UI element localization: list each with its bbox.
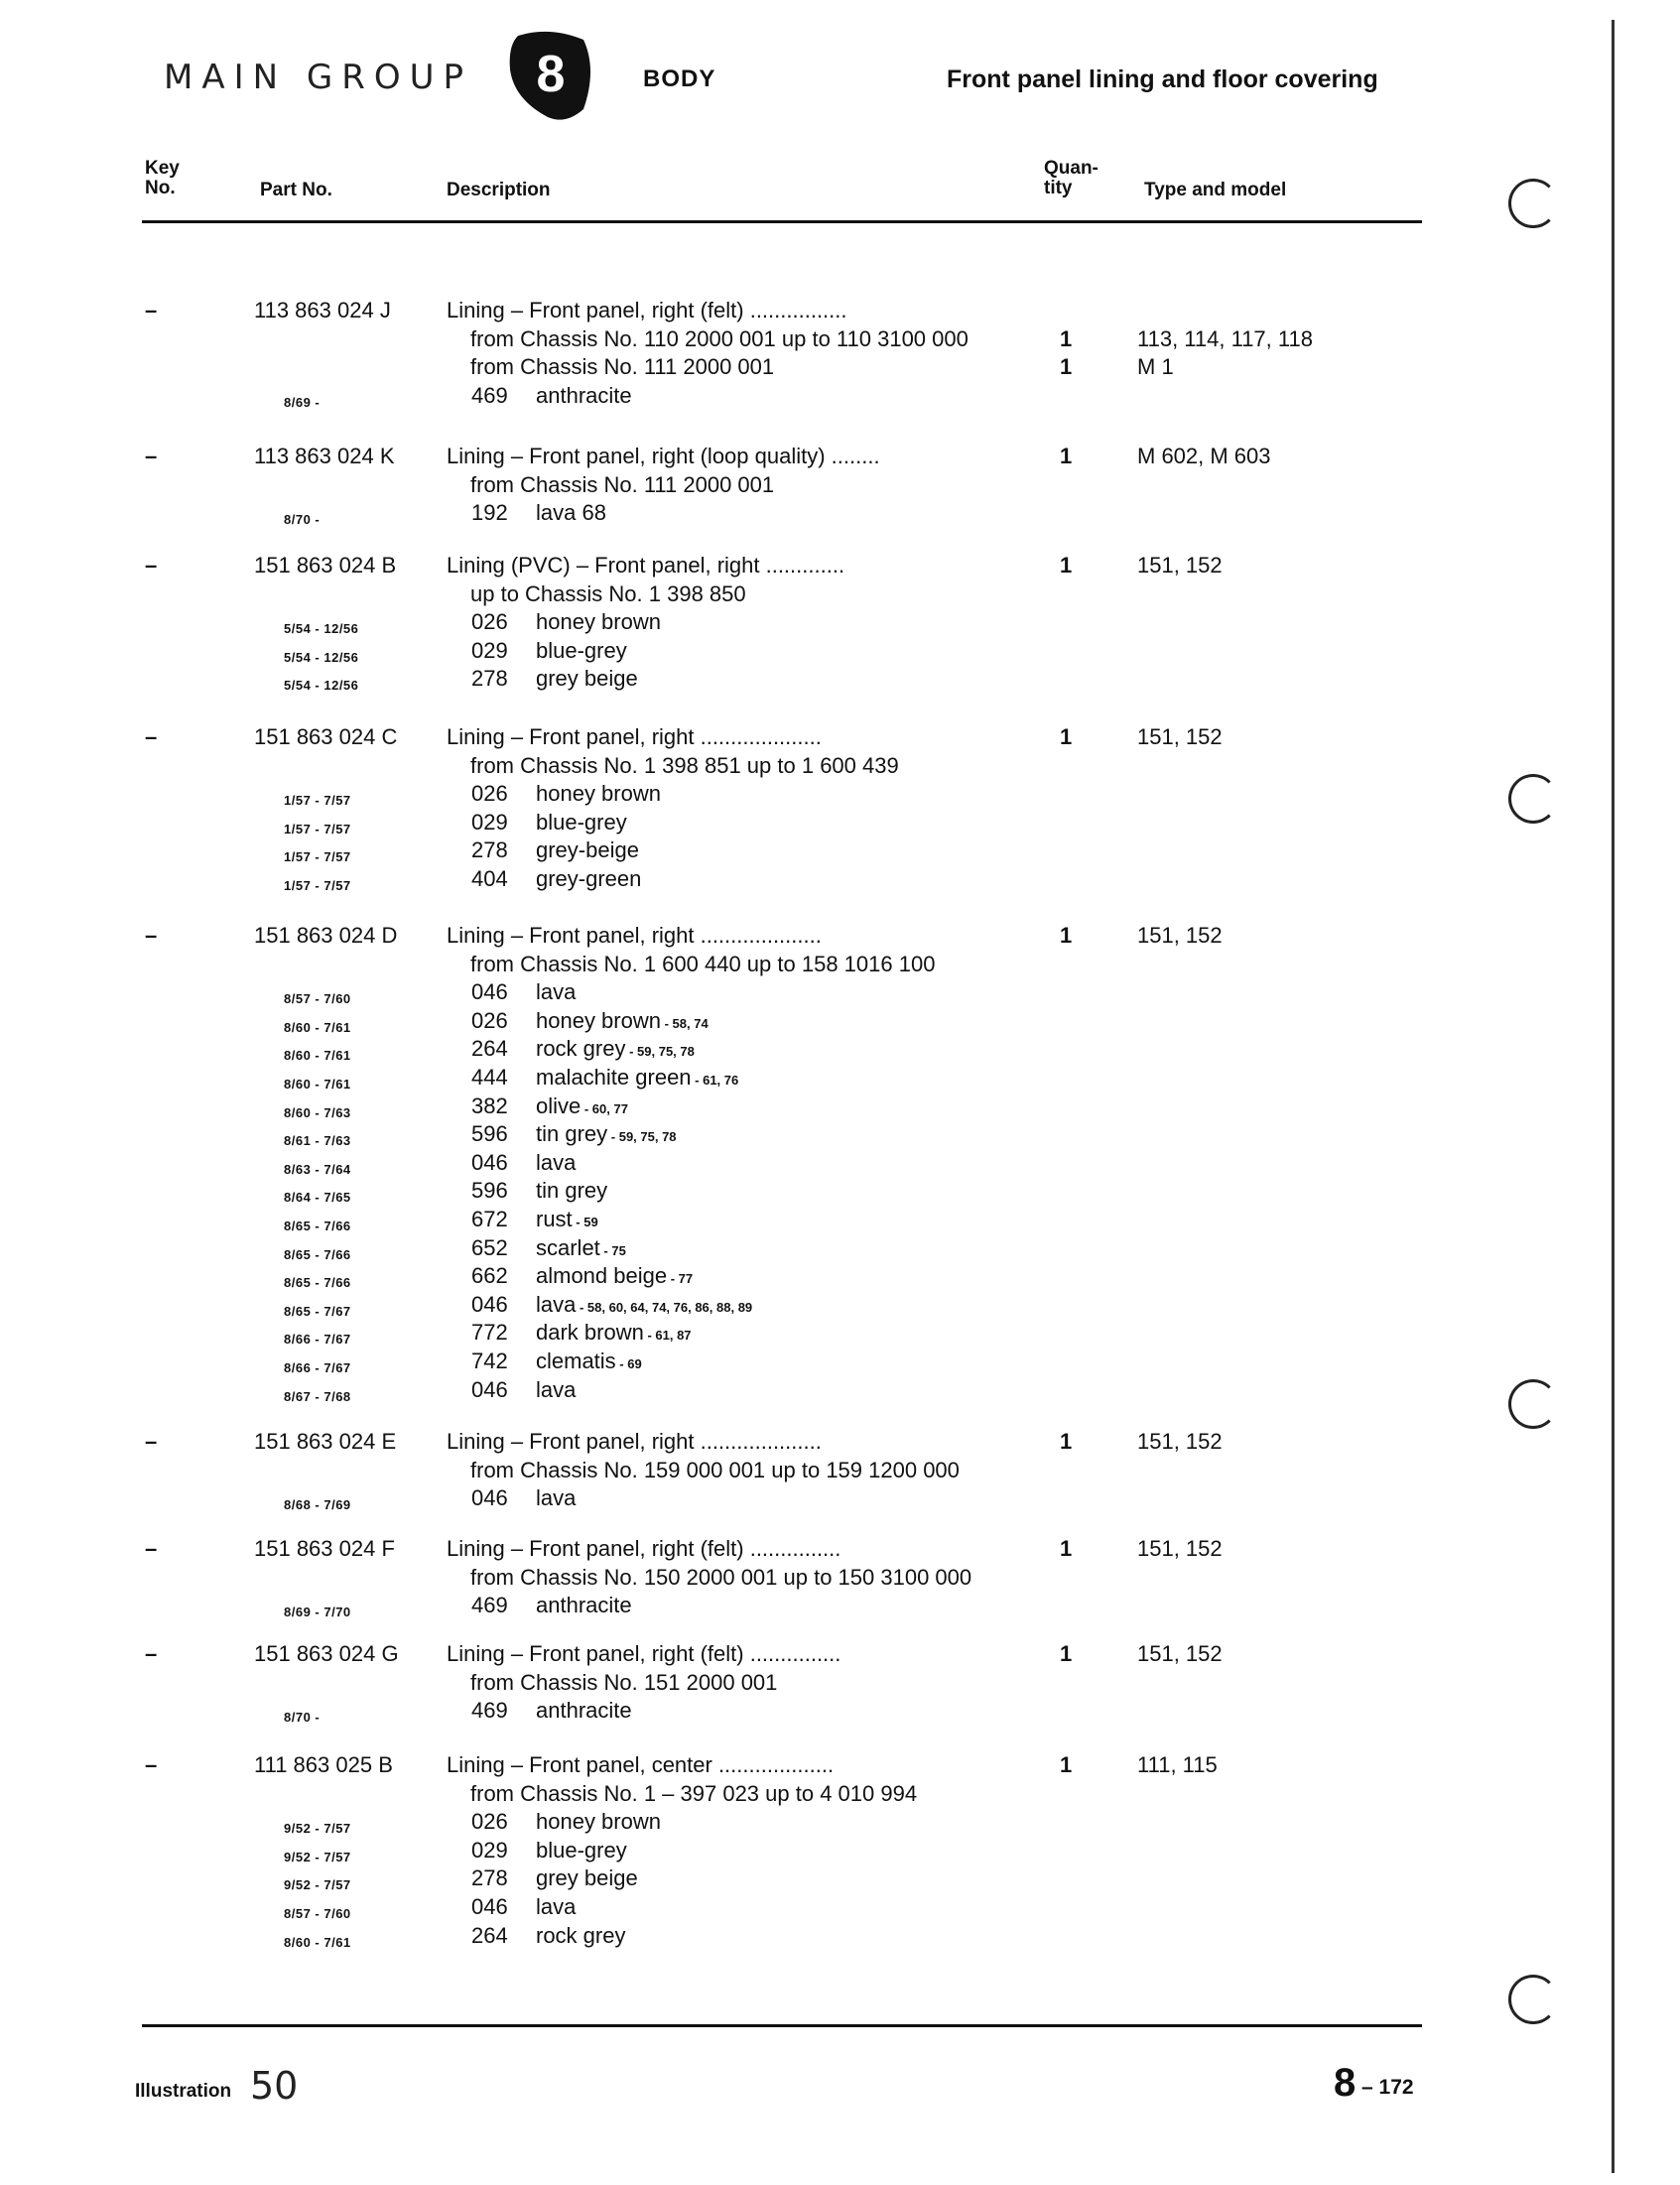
group-number-badge (506, 30, 593, 123)
chassis-range: from Chassis No. 150 2000 001 up to 150 3100 000 (470, 1564, 972, 1590)
part-description: Lining – Front panel, right (felt) ............... (447, 1641, 841, 1666)
part-description: Lining (PVC) – Front panel, right ............. (447, 553, 845, 578)
color-name (536, 607, 661, 636)
color-date-range: 8/63 - 7/64 (284, 1161, 351, 1177)
color-model-refs: - 58, 74 (660, 1015, 709, 1031)
color-date-range: 8/69 - 7/70 (284, 1605, 351, 1620)
color-date-range: 8/70 - (284, 512, 321, 528)
color-date-range: 1/57 - 7/57 (284, 878, 351, 893)
color-name-text: blue-grey (536, 809, 627, 835)
color-name (536, 1290, 752, 1322)
part-description: Lining – Front panel, right (felt) ............... (447, 1536, 841, 1561)
color-name (536, 835, 639, 864)
part-type-model: 151, 152 (1137, 553, 1223, 578)
footer-rule (142, 2024, 1422, 2027)
chassis-range: from Chassis No. 111 2000 001 (470, 354, 775, 380)
page-subtitle: Front panel lining and floor covering (947, 65, 1378, 93)
part-type-model: M 602, M 603 (1137, 444, 1271, 468)
color-name-text: anthracite (536, 1698, 632, 1724)
color-name-text: honey brown (536, 609, 661, 635)
color-name (536, 808, 627, 836)
binder-edge (1612, 20, 1615, 2173)
part-type-model: 151, 152 (1137, 724, 1223, 749)
key-number: – (145, 1429, 158, 1454)
color-name (536, 1864, 638, 1892)
part-number: 151 863 024 E (254, 1429, 397, 1454)
part-quantity: 1 (1060, 444, 1073, 468)
color-date-range: 8/61 - 7/63 (284, 1133, 351, 1149)
main-group-label: MAIN GROUP (164, 58, 472, 97)
color-name (536, 1591, 632, 1619)
color-name (536, 1921, 625, 1950)
color-code: 672 (471, 1207, 508, 1231)
color-date-range: 8/57 - 7/60 (284, 991, 351, 1007)
part-type-model: 151, 152 (1137, 1641, 1223, 1666)
color-name (536, 864, 641, 893)
color-code: 469 (471, 382, 508, 408)
color-code: 026 (471, 609, 508, 635)
key-number: – (145, 1641, 158, 1666)
color-code: 026 (471, 1809, 508, 1835)
color-name-text: lava (536, 1376, 577, 1402)
color-date-range: 8/70 - (284, 1710, 321, 1726)
color-name (536, 1807, 661, 1836)
color-code: 469 (471, 1698, 508, 1724)
chassis-type-model: 113, 114, 117, 118 (1137, 325, 1313, 351)
key-number: – (145, 298, 158, 322)
color-date-range: 9/52 - 7/57 (284, 1849, 351, 1864)
part-quantity: 1 (1060, 724, 1073, 749)
part-description: Lining – Front panel, right .................... (447, 923, 822, 948)
color-date-range: 1/57 - 7/57 (284, 793, 351, 809)
color-model-refs: - 61, 87 (643, 1328, 692, 1344)
color-code: 662 (471, 1263, 508, 1289)
color-name (536, 1148, 576, 1177)
color-model-refs: - 61, 76 (691, 1073, 739, 1088)
color-name (536, 1034, 695, 1066)
color-code: 596 (471, 1178, 508, 1204)
color-code: 596 (471, 1121, 508, 1147)
color-date-range: 8/65 - 7/66 (284, 1275, 351, 1291)
chassis-type-model: M 1 (1137, 354, 1174, 380)
chassis-quantity: 1 (1060, 354, 1073, 380)
key-number: – (145, 923, 158, 948)
part-type-model: 151, 152 (1137, 923, 1223, 948)
color-date-range: 8/65 - 7/67 (284, 1303, 351, 1319)
color-code: 046 (471, 1149, 508, 1175)
color-name-text: blue-grey (536, 1837, 627, 1863)
color-name (536, 1092, 628, 1123)
part-number: 151 863 024 G (254, 1641, 399, 1666)
header-rule (142, 220, 1422, 223)
color-name-text: grey beige (536, 666, 638, 692)
part-type-model: 151, 152 (1137, 1536, 1223, 1561)
color-name (536, 1261, 693, 1293)
part-description: Lining – Front panel, center ................... (447, 1752, 835, 1777)
group-number: 8 (536, 46, 566, 103)
color-name-text: olive (536, 1092, 582, 1118)
color-name (536, 664, 638, 693)
chassis-range: from Chassis No. 159 000 001 up to 159 1200 000 (470, 1457, 960, 1482)
part-number: 151 863 024 C (254, 724, 398, 749)
color-date-range: 5/54 - 12/56 (284, 621, 359, 637)
punch-hole-upper (1508, 774, 1558, 824)
color-date-range: 8/69 - (284, 394, 321, 410)
color-date-range: 8/67 - 7/68 (284, 1388, 351, 1404)
color-name (536, 1233, 626, 1265)
part-number: 111 863 025 B (254, 1752, 393, 1777)
color-code: 026 (471, 781, 508, 807)
part-quantity: 1 (1060, 1752, 1073, 1777)
color-date-range: 1/57 - 7/57 (284, 849, 351, 865)
part-number: 151 863 024 B (254, 553, 397, 578)
color-name-text: lava 68 (536, 500, 606, 526)
color-code: 444 (471, 1065, 508, 1090)
color-name-text: grey-beige (536, 837, 639, 863)
color-name-text: tin grey (536, 1178, 608, 1204)
color-name-text: scarlet (536, 1234, 600, 1260)
page-number-main: 8 (1334, 2061, 1357, 2105)
color-date-range: 1/57 - 7/57 (284, 821, 351, 836)
color-name-text: lava (536, 1149, 577, 1175)
chassis-range: from Chassis No. 1 – 397 023 up to 4 010 994 (470, 1780, 918, 1806)
color-code: 278 (471, 837, 508, 863)
chassis-range: from Chassis No. 111 2000 001 (470, 471, 775, 497)
key-number: – (145, 724, 158, 749)
part-quantity: 1 (1060, 1641, 1073, 1666)
key-number: – (145, 444, 158, 468)
chassis-range: from Chassis No. 151 2000 001 (470, 1669, 778, 1695)
color-code: 029 (471, 637, 508, 663)
color-date-range: 8/60 - 7/61 (284, 1934, 351, 1950)
color-name-text: malachite green (536, 1065, 692, 1090)
color-name-text: honey brown (536, 1007, 661, 1033)
col-quantity: Quan- tity (1044, 158, 1098, 198)
color-code: 046 (471, 1485, 508, 1511)
color-model-refs: - 59 (572, 1215, 598, 1229)
color-date-range: 8/60 - 7/61 (284, 1048, 351, 1064)
color-name (536, 381, 632, 410)
color-name-text: honey brown (536, 1809, 661, 1835)
part-description: Lining – Front panel, right .................... (447, 724, 822, 749)
color-code: 469 (471, 1593, 508, 1618)
col-description: Description (447, 180, 551, 200)
color-model-refs: - 59, 75, 78 (607, 1129, 677, 1145)
color-model-refs: - 58, 60, 64, 74, 76, 86, 88, 89 (576, 1299, 753, 1315)
part-quantity: 1 (1060, 1429, 1073, 1454)
color-name-text: honey brown (536, 781, 661, 807)
group-badge-shape (506, 30, 593, 123)
page-number-sub: – 172 (1361, 2076, 1414, 2099)
color-name (536, 977, 576, 1006)
part-type-model: 111, 115 (1137, 1752, 1218, 1777)
color-name (536, 1063, 738, 1094)
color-name (536, 1119, 677, 1151)
color-model-refs: - 77 (667, 1271, 694, 1287)
color-name-text: lava (536, 1485, 577, 1511)
key-number: – (145, 1752, 158, 1777)
color-name (536, 1696, 632, 1725)
color-date-range: 8/57 - 7/60 (284, 1906, 351, 1921)
color-name-text: almond beige (536, 1263, 668, 1289)
section-title: BODY (643, 65, 716, 92)
color-name-text: lava (536, 1291, 577, 1317)
color-date-range: 9/52 - 7/57 (284, 1821, 351, 1837)
color-date-range: 8/66 - 7/67 (284, 1332, 351, 1348)
key-number: – (145, 553, 158, 578)
color-code: 046 (471, 979, 508, 1005)
color-date-range: 8/68 - 7/69 (284, 1497, 351, 1513)
color-name (536, 1375, 576, 1404)
color-name-text: anthracite (536, 1593, 632, 1618)
color-name (536, 1836, 627, 1864)
part-description: Lining – Front panel, right .................... (447, 1429, 822, 1454)
part-number: 151 863 024 D (254, 923, 398, 948)
color-name (536, 1205, 598, 1236)
color-name (536, 1176, 607, 1205)
color-code: 404 (471, 866, 508, 891)
color-name-text: clematis (536, 1349, 616, 1373)
punch-hole-lower (1508, 1379, 1558, 1429)
color-name (536, 1318, 692, 1350)
color-date-range: 8/65 - 7/66 (284, 1219, 351, 1233)
color-code: 382 (471, 1092, 508, 1118)
color-date-range: 9/52 - 7/57 (284, 1877, 351, 1893)
part-number: 151 863 024 F (254, 1536, 395, 1561)
part-quantity: 1 (1060, 923, 1073, 948)
color-name-text: grey-green (536, 866, 642, 891)
color-name-text: blue-grey (536, 637, 627, 663)
illustration-label: Illustration (135, 2081, 232, 2102)
color-model-refs: - 59, 75, 78 (625, 1044, 695, 1060)
color-name-text: dark brown (536, 1320, 644, 1346)
key-number: – (145, 1536, 158, 1561)
color-name-text: rock grey (536, 1922, 626, 1948)
punch-hole-top (1508, 179, 1558, 228)
chassis-range: from Chassis No. 1 600 440 up to 158 1016 100 (470, 951, 936, 976)
chassis-range: up to Chassis No. 1 398 850 (470, 580, 746, 606)
part-number: 113 863 024 K (254, 444, 395, 468)
color-name-text: grey beige (536, 1865, 638, 1891)
color-name (536, 1892, 576, 1921)
color-code: 029 (471, 809, 508, 835)
color-name (536, 1347, 642, 1378)
color-code: 264 (471, 1922, 508, 1948)
part-description: Lining – Front panel, right (felt) ................ (447, 298, 847, 322)
color-date-range: 8/60 - 7/63 (284, 1104, 351, 1120)
part-type-model: 151, 152 (1137, 1429, 1223, 1454)
chassis-range: from Chassis No. 110 2000 001 up to 110 3100 000 (470, 325, 969, 351)
color-name-text: rust (536, 1207, 573, 1231)
chassis-quantity: 1 (1060, 325, 1073, 351)
chassis-range: from Chassis No. 1 398 851 up to 1 600 439 (470, 752, 899, 778)
punch-hole-bottom (1508, 1975, 1558, 2024)
color-date-range: 8/66 - 7/67 (284, 1360, 351, 1375)
color-date-range: 8/65 - 7/66 (284, 1246, 351, 1262)
col-type-model: Type and model (1144, 180, 1287, 200)
part-quantity: 1 (1060, 553, 1073, 578)
color-name (536, 779, 661, 808)
color-code: 046 (471, 1894, 508, 1919)
color-date-range: 5/54 - 12/56 (284, 649, 359, 665)
color-code: 652 (471, 1234, 508, 1260)
illustration-number: 50 (250, 2064, 299, 2108)
color-code: 278 (471, 1865, 508, 1891)
color-date-range: 5/54 - 12/56 (284, 678, 359, 694)
color-code: 278 (471, 666, 508, 692)
part-quantity: 1 (1060, 1536, 1073, 1561)
color-name (536, 1006, 709, 1038)
color-code: 264 (471, 1036, 508, 1062)
color-name (536, 498, 606, 527)
color-date-range: 8/60 - 7/61 (284, 1077, 351, 1092)
color-model-refs: - 69 (615, 1356, 642, 1371)
color-name (536, 636, 627, 665)
color-name-text: lava (536, 1894, 577, 1919)
color-code: 772 (471, 1320, 508, 1346)
color-code: 192 (471, 500, 508, 526)
color-name-text: lava (536, 979, 577, 1005)
color-date-range: 8/60 - 7/61 (284, 1019, 351, 1035)
color-name (536, 1483, 576, 1512)
color-code: 046 (471, 1376, 508, 1402)
part-number: 113 863 024 J (254, 298, 391, 322)
col-part-no: Part No. (260, 180, 332, 200)
color-model-refs: - 60, 77 (581, 1100, 628, 1116)
col-key-no: Key No. (145, 158, 180, 198)
part-description: Lining – Front panel, right (loop quality) ........ (447, 444, 880, 468)
color-code: 046 (471, 1291, 508, 1317)
color-name-text: rock grey (536, 1036, 626, 1062)
color-date-range: 8/64 - 7/65 (284, 1190, 351, 1206)
color-name-text: anthracite (536, 382, 632, 408)
color-model-refs: - 75 (599, 1242, 626, 1258)
color-code: 029 (471, 1837, 508, 1863)
color-code: 026 (471, 1007, 508, 1033)
color-code: 742 (471, 1349, 508, 1373)
color-name-text: tin grey (536, 1121, 608, 1147)
